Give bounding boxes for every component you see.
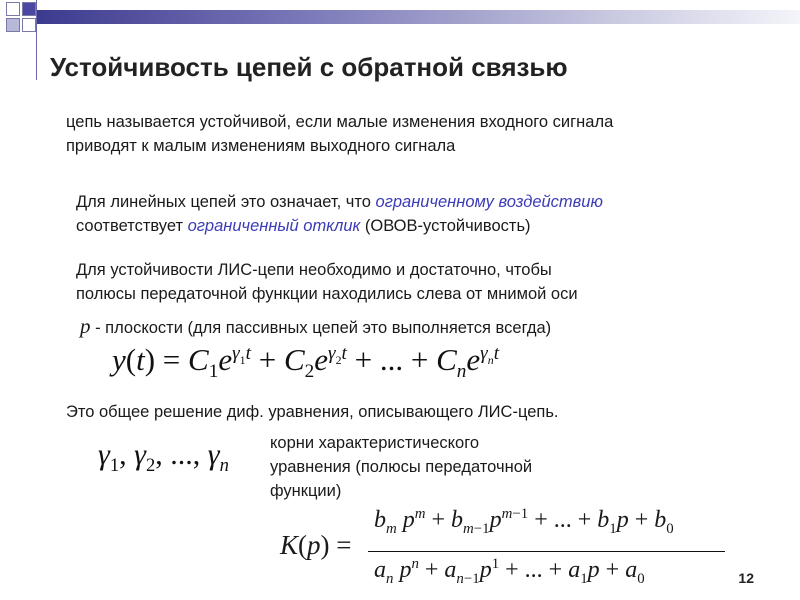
lis-line-1: Для устойчивости ЛИС-цепи необходимо и достаточно, чтобы	[76, 261, 552, 279]
page-number: 12	[738, 570, 754, 586]
p-plane-text: - плоскости (для пассивных цепей это выполняется всегда)	[90, 319, 552, 337]
header-decoration	[0, 0, 800, 30]
linear-line-2	[76, 214, 603, 238]
deco-square	[22, 2, 36, 16]
lis-stability-text	[76, 258, 578, 306]
roots-line-3: функции)	[270, 482, 342, 500]
lis-line-3	[80, 314, 551, 340]
linear-line-2-suffix: (ОВОВ-устойчивость)	[360, 217, 531, 235]
transfer-function-numerator: $b_m$ $p^m + b_{m-1}p^{m-1}$ + ... + $b_1p + b_0$	[374, 506, 674, 537]
transfer-function-lhs: K(p) =	[280, 530, 352, 560]
roots-formula: $\gamma_1$, $\gamma_2$, ..., $\gamma_n$	[98, 438, 229, 476]
lis-line-2: полюсы передаточной функции находились слева от мнимой оси	[76, 285, 578, 303]
header-vertical-line	[36, 0, 37, 80]
linear-line-2-prefix: соответствует	[76, 217, 188, 235]
header-gradient-band	[36, 10, 800, 24]
roots-line-1: корни характеристического	[270, 434, 480, 452]
definition-line-2: приводят к малым изменениям выходного сигнала	[66, 137, 456, 155]
linear-circuits-text	[76, 190, 603, 238]
bounded-input-highlight: ограниченному воздействию	[375, 193, 603, 211]
general-solution-text: Это общее решение диф. уравнения, описывающего ЛИС-цепь.	[66, 403, 559, 421]
deco-square	[22, 18, 36, 32]
p-symbol: p	[80, 314, 91, 338]
fraction-bar	[368, 551, 725, 552]
roots-line-2: уравнения (полюсы передаточной	[270, 458, 533, 476]
general-solution-formula: $y(t) = C_1e^{\gamma_1t} + C_2e^{\gamma_2t}$ + ... + $C_ne^{\gamma_nt}$	[112, 342, 500, 383]
deco-square	[6, 18, 20, 32]
transfer-function-denominator: $a_n$ $p^n + a_{n-1}p^1$ + ... + $a_1p + a_0$	[374, 556, 645, 587]
roots-description	[270, 431, 532, 503]
linear-line-1-prefix: Для линейных цепей это означает, что	[76, 193, 376, 211]
linear-line-1	[76, 190, 603, 214]
transfer-function-formula	[280, 502, 725, 592]
slide-title: Устойчивость цепей с обратной связью	[50, 52, 568, 82]
bounded-output-highlight: ограниченный отклик	[187, 217, 361, 235]
definition-text	[66, 110, 613, 158]
definition-line-1: цепь называется устойчивой, если малые изменения входного сигнала	[66, 113, 614, 131]
deco-square	[6, 2, 20, 16]
